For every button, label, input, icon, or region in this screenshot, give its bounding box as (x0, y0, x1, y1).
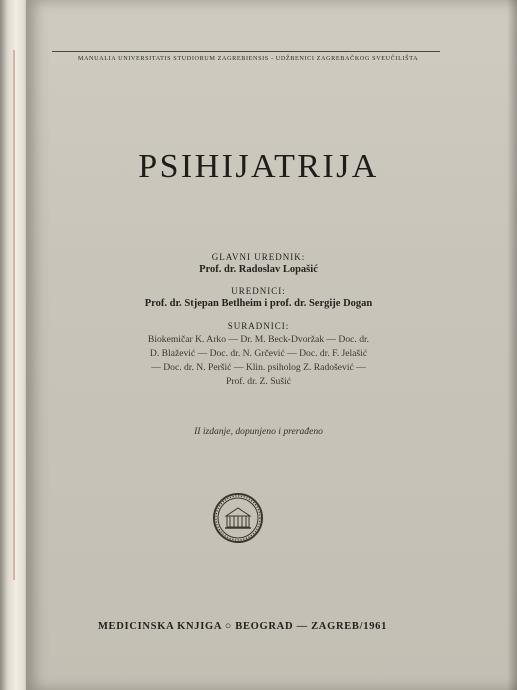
series-line: MANUALIA UNIVERSITATIS STUDIORUM ZAGREBIENSIS - UDŽBENICI ZAGREBAČKOG SVEUČILIŠTA (77, 55, 419, 62)
publisher-line: MEDICINSKA KNJIGA ○ BEOGRAD — ZAGREB/1961 (97, 621, 388, 632)
contributors-line: Biokemičar K. Arko — Dr. M. Beck-Dvoržak — Doc. dr. (147, 334, 370, 345)
contributors-line: Prof. dr. Z. Sušić (225, 376, 292, 387)
editors-label: UREDNICI: (231, 286, 286, 296)
book-title: PSIHIJATRIJA (138, 148, 379, 185)
page-edge-shadow (507, 0, 517, 690)
chief-editor-label: GLAVNI UREDNIK: (211, 252, 306, 262)
chief-editor-name: Prof. dr. Radoslav Lopašić (199, 264, 318, 275)
edition-note: II izdanje, dopunjeno i prerađeno (194, 426, 323, 437)
title-page (26, 0, 517, 690)
contributors-line: D. Blažević — Doc. dr. N. Grčević — Doc. dr. F. Jelašić (149, 348, 368, 359)
header-rule (52, 51, 440, 52)
spine-edge (13, 50, 15, 580)
editors-names: Prof. dr. Stjepan Betlheim i prof. dr. Sergije Dogan (144, 298, 373, 309)
contributors-label: SURADNICI: (227, 321, 290, 331)
university-seal-icon (212, 492, 264, 544)
contributors-line: — Doc. dr. N. Peršić — Klin. psiholog Z. Radošević — (151, 362, 366, 373)
